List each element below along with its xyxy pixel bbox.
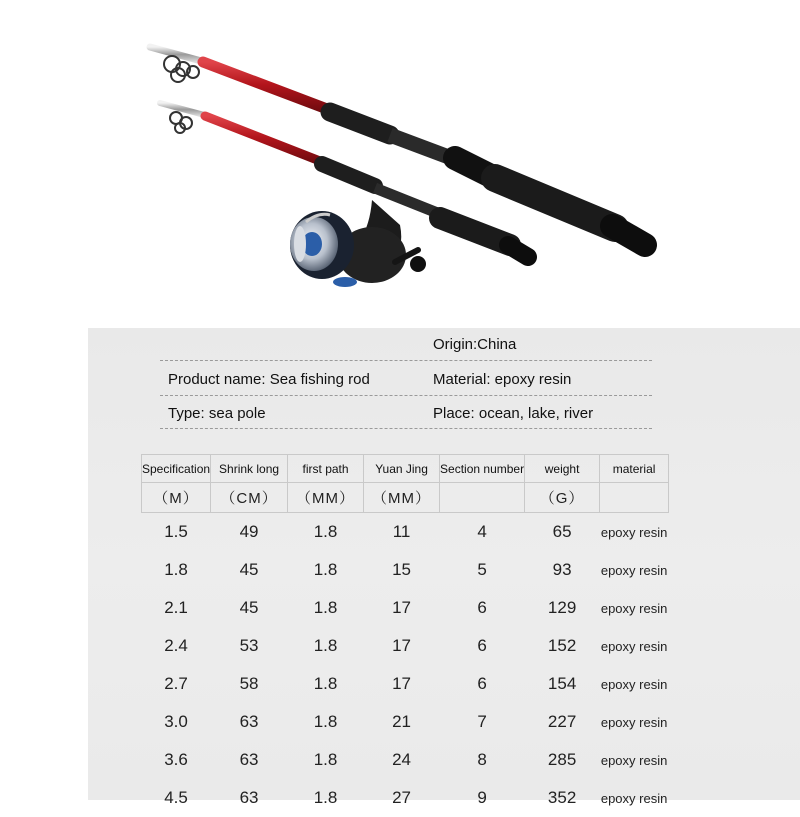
table-cell: epoxy resin: [600, 513, 669, 552]
table-cell: 2.4: [142, 627, 211, 665]
table-row: [142, 551, 669, 589]
table-cell: 2.1: [142, 589, 211, 627]
table-cell: 1.8: [142, 551, 211, 589]
unit-row: [142, 483, 669, 513]
table-cell: epoxy resin: [600, 703, 669, 741]
table-cell: 8: [440, 741, 525, 779]
table-cell: 4.5: [142, 779, 211, 817]
table-cell: 17: [364, 589, 440, 627]
table-cell: 6: [440, 589, 525, 627]
table-row: [142, 589, 669, 627]
col-header: Section number: [440, 455, 525, 483]
col-header: weight: [525, 455, 600, 483]
table-cell: epoxy resin: [600, 665, 669, 703]
divider: [160, 360, 652, 361]
table-cell: 17: [364, 627, 440, 665]
origin-text: Origin:China: [433, 336, 516, 353]
table-cell: 1.8: [288, 703, 364, 741]
table-cell: 129: [525, 589, 600, 627]
table-cell: 352: [525, 779, 600, 817]
table-cell: 1.5: [142, 513, 211, 552]
table-cell: 1.8: [288, 665, 364, 703]
product-photo: [0, 0, 800, 325]
col-header: Specification: [142, 455, 211, 483]
unit-cell: （G）: [525, 483, 600, 513]
table-cell: 93: [525, 551, 600, 589]
table-cell: 285: [525, 741, 600, 779]
unit-cell: （M）: [142, 483, 211, 513]
table-cell: 53: [211, 627, 288, 665]
product-name-text: Product name: Sea fishing rod: [168, 371, 370, 388]
table-cell: 15: [364, 551, 440, 589]
header-row: [142, 455, 669, 483]
divider: [160, 428, 652, 429]
table-cell: 152: [525, 627, 600, 665]
spec-table-body: [142, 513, 669, 817]
col-header: material: [600, 455, 669, 483]
col-header: Yuan Jing: [364, 455, 440, 483]
table-cell: 1.8: [288, 589, 364, 627]
table-cell: 45: [211, 551, 288, 589]
table-cell: epoxy resin: [600, 627, 669, 665]
table-cell: 24: [364, 741, 440, 779]
table-row: [142, 703, 669, 741]
table-cell: 17: [364, 665, 440, 703]
table-cell: 1.8: [288, 627, 364, 665]
table-row: [142, 665, 669, 703]
table-cell: 63: [211, 779, 288, 817]
material-text: Material: epoxy resin: [433, 371, 571, 388]
table-cell: 63: [211, 703, 288, 741]
table-cell: 9: [440, 779, 525, 817]
table-cell: 1.8: [288, 551, 364, 589]
table-cell: 11: [364, 513, 440, 552]
table-cell: 21: [364, 703, 440, 741]
table-cell: epoxy resin: [600, 741, 669, 779]
table-cell: 6: [440, 627, 525, 665]
spinning-reel: [290, 200, 426, 287]
table-cell: 227: [525, 703, 600, 741]
table-cell: 45: [211, 589, 288, 627]
table-row: [142, 627, 669, 665]
unit-cell: （MM）: [288, 483, 364, 513]
type-text: Type: sea pole: [168, 405, 266, 422]
col-header: Shrink long: [211, 455, 288, 483]
col-header: first path: [288, 455, 364, 483]
upper-rod: [150, 47, 645, 245]
table-cell: 3.6: [142, 741, 211, 779]
table-cell: 7: [440, 703, 525, 741]
table-cell: 63: [211, 741, 288, 779]
unit-cell: （MM）: [364, 483, 440, 513]
table-cell: 3.0: [142, 703, 211, 741]
place-text: Place: ocean, lake, river: [433, 405, 593, 422]
table-cell: epoxy resin: [600, 551, 669, 589]
table-row: [142, 513, 669, 552]
table-cell: 1.8: [288, 779, 364, 817]
table-cell: 154: [525, 665, 600, 703]
divider: [160, 395, 652, 396]
table-cell: 49: [211, 513, 288, 552]
table-cell: 5: [440, 551, 525, 589]
spec-table: [141, 454, 669, 817]
unit-cell: （CM）: [211, 483, 288, 513]
table-cell: epoxy resin: [600, 589, 669, 627]
table-cell: 1.8: [288, 741, 364, 779]
table-cell: 65: [525, 513, 600, 552]
table-cell: 27: [364, 779, 440, 817]
table-row: [142, 779, 669, 817]
table-cell: 2.7: [142, 665, 211, 703]
unit-cell: [440, 483, 525, 513]
table-cell: 6: [440, 665, 525, 703]
table-cell: 1.8: [288, 513, 364, 552]
table-cell: 58: [211, 665, 288, 703]
table-cell: epoxy resin: [600, 779, 669, 817]
unit-cell: [600, 483, 669, 513]
table-cell: 4: [440, 513, 525, 552]
table-row: [142, 741, 669, 779]
